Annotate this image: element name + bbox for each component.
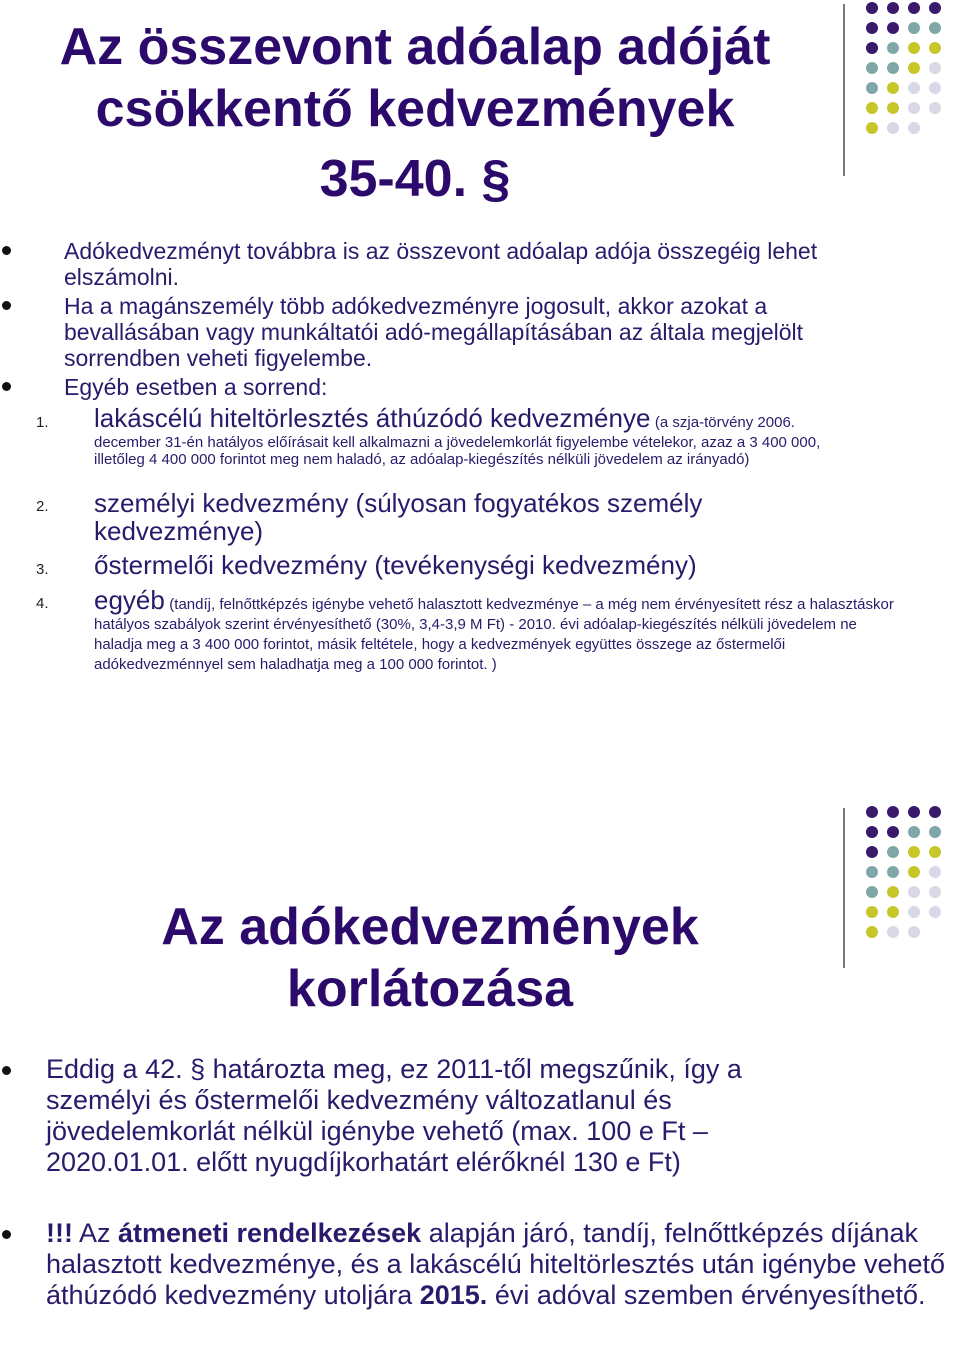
list-number: 1. xyxy=(36,414,49,431)
decorative-dot xyxy=(866,886,878,898)
decorative-dot-grid-top xyxy=(862,2,960,152)
item1-note-inline: (a szja-törvény 2006. xyxy=(654,414,795,431)
slide1-bullet-2: Ha a magánszemély több adókedvezményre jogosult, akkor azokat a bevallásában vagy munkáltatói adó-megállapításában az általa megjelölt sorrendben veheti figyelembe. xyxy=(64,293,804,371)
list-item-1 xyxy=(94,404,894,432)
list-number: 2. xyxy=(36,498,49,515)
decorative-dot xyxy=(908,846,920,858)
decorative-dot xyxy=(866,2,878,14)
item4-main: egyéb xyxy=(94,585,165,615)
list-item-2: személyi kedvezmény (súlyosan fogyatékos személy kedvezménye) xyxy=(94,488,703,546)
decorative-dot xyxy=(887,866,899,878)
decorative-dot xyxy=(929,886,941,898)
item1-main: lakáscélú hiteltörlesztés áthúzódó kedvezménye xyxy=(94,403,651,433)
decorative-dot xyxy=(887,2,899,14)
slide2-title-line2: korlátozása xyxy=(286,960,574,1018)
decorative-dot xyxy=(866,82,878,94)
decorative-dot xyxy=(887,22,899,34)
decorative-dot xyxy=(908,866,920,878)
text-part: Az xyxy=(72,1218,119,1248)
decorative-dot xyxy=(908,926,920,938)
decorative-dot xyxy=(929,42,941,54)
decorative-dot xyxy=(866,42,878,54)
slide2-title-line1: Az adókedvezmények xyxy=(161,898,699,956)
emphasis-year: 2015. xyxy=(419,1280,488,1310)
exclamation-mark: !!! xyxy=(46,1218,73,1248)
decorative-dot xyxy=(908,122,920,134)
decorative-dot xyxy=(866,22,878,34)
slide1-bullet-1: Adókedvezményt továbbra is az összevont adóalap adója összegéig lehet elszámolni. xyxy=(64,238,818,290)
text-part: évi adóval szemben érvényesíthető. xyxy=(487,1280,926,1310)
slide2-title xyxy=(0,896,860,1020)
text-part: alapján járó, tandíj, felnőttképzés díjának halasztott kedvezménye, és a lakáscélú hiteltörlesztés után igénybe vehető áthúzódó kedvezmény utoljára xyxy=(46,1218,946,1310)
decorative-dot xyxy=(887,926,899,938)
decorative-dot xyxy=(887,906,899,918)
decorative-dot xyxy=(929,906,941,918)
decorative-dot xyxy=(908,62,920,74)
decorative-dot xyxy=(929,866,941,878)
decorative-dot xyxy=(908,826,920,838)
list-number: 4. xyxy=(36,595,49,612)
decorative-dot xyxy=(866,866,878,878)
emphasis-transitional-provisions: átmeneti rendelkezések xyxy=(118,1218,422,1248)
decorative-dot xyxy=(887,82,899,94)
decorative-dot xyxy=(929,826,941,838)
decorative-dot xyxy=(929,62,941,74)
divider-line-top xyxy=(843,4,845,176)
decorative-dot xyxy=(887,886,899,898)
slide1-title-line2: csökkentő kedvezmények xyxy=(95,80,735,138)
decorative-dot xyxy=(887,102,899,114)
decorative-dot xyxy=(929,22,941,34)
slide1-title xyxy=(0,16,830,210)
slide1-bullet-3: Egyéb esetben a sorrend: xyxy=(64,374,328,400)
decorative-dot xyxy=(908,22,920,34)
slide1-title-line3: 35-40. § xyxy=(319,150,511,208)
decorative-dot xyxy=(887,846,899,858)
decorative-dot xyxy=(887,42,899,54)
item1-note: december 31-én hatályos előírásait kell alkalmazni a jövedelemkorlát figyelembe vételekor, azaz a 3 400 000, illetőleg 4 400 000 forintot meg nem haladó, az adóalap-kiegészítés nélküli jövedelem az irányadó) xyxy=(94,434,821,468)
decorative-dot xyxy=(866,102,878,114)
list-number: 3. xyxy=(36,561,49,578)
decorative-dot xyxy=(866,122,878,134)
decorative-dot xyxy=(887,122,899,134)
decorative-dot xyxy=(866,906,878,918)
decorative-dot xyxy=(866,926,878,938)
bullet-dot xyxy=(2,246,11,255)
slide2-bullet-2 xyxy=(46,1218,946,1311)
list-item-4 xyxy=(94,586,894,675)
decorative-dot xyxy=(908,806,920,818)
decorative-dot xyxy=(866,806,878,818)
decorative-dot xyxy=(908,2,920,14)
decorative-dot xyxy=(887,826,899,838)
decorative-dot xyxy=(929,806,941,818)
decorative-dot xyxy=(929,2,941,14)
decorative-dot xyxy=(887,806,899,818)
decorative-dot xyxy=(866,846,878,858)
decorative-dot xyxy=(929,82,941,94)
decorative-dot xyxy=(908,906,920,918)
bullet-dot xyxy=(2,301,11,310)
decorative-dot xyxy=(908,82,920,94)
list-item-3: őstermelői kedvezmény (tevékenységi kedvezmény) xyxy=(94,550,697,580)
bullet-dot xyxy=(2,382,11,391)
decorative-dot xyxy=(908,102,920,114)
bullet-dot xyxy=(2,1066,11,1075)
decorative-dot xyxy=(866,62,878,74)
decorative-dot xyxy=(929,846,941,858)
decorative-dot xyxy=(908,42,920,54)
decorative-dot xyxy=(908,886,920,898)
bullet-dot xyxy=(2,1230,11,1239)
decorative-dot-grid-bottom xyxy=(862,806,960,956)
decorative-dot xyxy=(887,62,899,74)
item4-note: (tandíj, felnőttképzés igénybe vehető halasztott kedvezménye – a még nem érvényesített rész a halasztáskor hatályos szabályok szerint érvényesíthető (30%, 3,4-3,9 M Ft) - 2010. évi adóalap-kiegészítés nélküli jövedelem ne haladja meg a 3 400 000 forintot, másik feltétele, hogy a kedvezmények együttes összege az őstermelői adókedvezménnyel sem haladhatja meg a 100 000 forintot. ) xyxy=(94,596,894,673)
slide1-title-line1: Az összevont adóalap adóját xyxy=(59,18,771,76)
decorative-dot xyxy=(866,826,878,838)
decorative-dot xyxy=(929,102,941,114)
slide2-bullet-1: Eddig a 42. § határozta meg, ez 2011-től megszűnik, így a személyi és őstermelői kedvezmény változatlanul és jövedelemkorlát nélkül igénybe vehető (max. 100 e Ft – 2020.01.01. előtt nyugdíjkorhatárt elérőknél 130 e Ft) xyxy=(46,1054,742,1177)
